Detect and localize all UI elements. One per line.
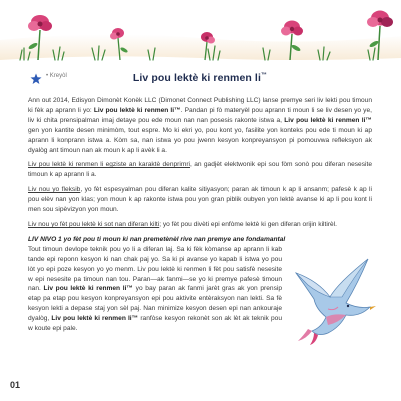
paragraph-level-1: LIV NIVO 1 yo fèt pou ti moun ki nan premetènèl rive nan premye ane fondamantal Tout timoun devlope teknik pou yo li a diferan laj. Sa ki fèk kòmanse ap aprann li kab tande epi reponn kesyon ki nan chak paj yo. Sa ki pi avanse yo kapab li istwa yo pou lòt yo epi poze kesyon yo yo menm. Liv pou lektè ki renmen li fèt pou satisfè nesesite w epi nesesite pa timoun nan tou. Paran—ak fanmi—se yo ki premye pafesè timoun nan. Liv pou lektè ki renmen li™ yo bay paran ak fanmi jarèt gras ak yon prensip etap pa etap pou kesyon konpreyansyon epi pou aktivite entèraksyon nan lekti. Sa fè kesyon lekti a depase staj yon sèl paj. Nan minimize kesyon desen epi nan ankouraje dyalòg, Liv pou lektè ki renmen li™ ranfòse kesyon rekonèt son ak lèt ak teknik pou w koute epi pale. <box>28 235 372 334</box>
language-label: • Kreyòl <box>46 73 67 79</box>
page-header <box>30 72 390 88</box>
bird-illustration <box>288 253 378 345</box>
page-number: 01 <box>10 380 21 390</box>
flower-banner-illustration <box>0 0 401 72</box>
body-text <box>28 96 372 345</box>
paragraph-formats: Liv pou lektè ki renmen li egziste an karaktè denprimri, an gadjèt elektwonik epi sou fòm sonò pou diferan nesesite timoun k ap aprann li a. <box>28 161 372 179</box>
page-title: Liv pou lektè ki renmen li™ <box>132 72 268 84</box>
paragraph-flexible: Liv nou yo fleksib, yo fèt espesyalman pou diferan kalite sitiyasyon; paran ak timoun k ap li ansanm; pafesè k ap li pou elèv nan yon klas; yon moun k ap rakonte istwa pou yon gran piblik oubyen yon lektè avanse ki ap li pou kont li men sou sipèvizyon yon moun. <box>28 186 372 214</box>
paragraph-cultures: Liv nou yo fèt pou lektè ki sot nan diferan kilti; yo fèt pou divèti epi enfòme lektè ki gen diferan orijin kiltirèl. <box>28 220 337 228</box>
paragraph-intro: Ann out 2014, Edisyon Dimonèt Konèk LLC (Dimonet Connect Publishing LLC) lanse premye seri liv lekti pou timoun ki fèk ap aprann li yo: Liv pou lektè ki renmen li™. Pandan pi fò materyèl pou aprann ti moun li se liv desen yo ye, liv ki chita prensipalman imaj detaye pou ede moun nan nan posesis rakonte istwa a, Liv pou lektè ki renmen li™ gen yon kantite desen minimòm, tout espre. Mo ki ekri yo, pou kont yo, fasilite yon konteks pou ede ti moun ki ap aprann li konprann istwa a. Kòm sa, nan istwa yo pou jwenn kesyon konpreyansyon pi pomouvwa refleksyon ak dyalòg ant timoun nan ak moun k ap li avèk li a. <box>28 97 372 154</box>
level-1-heading: LIV NIVO 1 yo fèt pou ti moun ki nan premetènèl rive nan premye ane fondamantal <box>28 235 286 243</box>
